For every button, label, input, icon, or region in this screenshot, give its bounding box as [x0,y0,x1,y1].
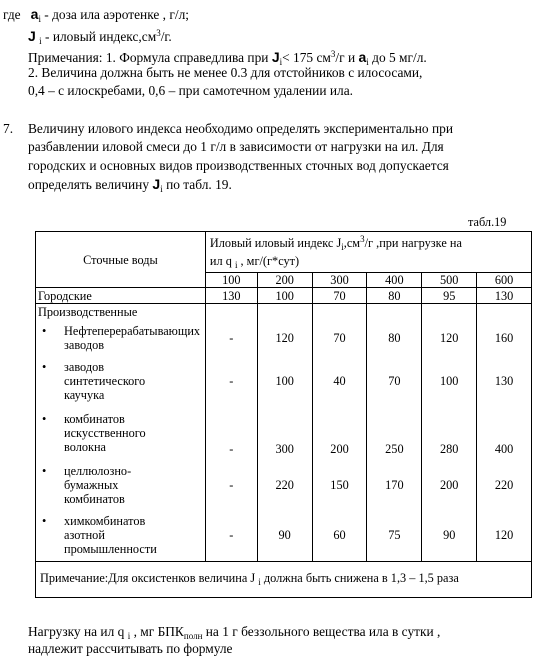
header-sludge-index [205,232,531,273]
symbol-j-sub: i [39,36,42,46]
footer-1c: на 1 г беззольного вещества ила в сутки , [205,624,441,639]
word-where: где [3,7,21,22]
row-label-cell [36,406,206,460]
cell: - [205,510,257,562]
cell: 100 [422,356,477,406]
cell: 130 [477,356,532,406]
section7-symbol-j: J [152,176,161,192]
footer-1a: Нагрузку на ил q [28,624,125,639]
footer-1b: , мг БПК [133,624,184,639]
note-symbol-j-sub: i [279,57,283,67]
row-label: • химкомбинатов азотной промышленности [38,514,184,556]
header-main-e: , мг/(г*сут) [240,254,300,268]
note-1c: /г и [335,50,356,65]
cell: 400 [477,406,532,460]
cell: 70 [312,320,367,356]
cell: 95 [422,288,477,304]
footer-1-sub2: полн [183,631,203,641]
table-row [36,406,532,460]
header-main-c: /г ,при нагрузке на [364,236,462,250]
row-label-cell [36,356,206,406]
section7-line-4b: по табл. 19. [166,177,232,192]
row-label: • комбинатов искусственного волокна [38,412,174,454]
row-label: • целлюлозно-бумажных комбинатов [38,464,174,506]
note-1-sup: 3 [330,49,336,59]
header-main-sub: i [341,242,344,252]
table-note-b: должна быть снижена в 1,3 – 1,5 раза [263,570,459,585]
note-symbol-a: a [358,49,367,65]
definition-j-sup: 3 [156,28,161,38]
cell: 130 [205,288,257,304]
table-19 [35,231,532,598]
row-label-cell [36,460,206,510]
load-header: 400 [367,273,422,288]
note-line-3: 0,4 – с илоскребами, 0,6 – при самотечном удалении ила. [28,83,353,98]
header-main-d: ил q [209,254,232,268]
load-header: 200 [257,273,312,288]
definition-j-end: /г. [160,29,172,44]
cell: 70 [367,356,422,406]
cell: 70 [312,288,367,304]
table-row-industrial-header [36,304,532,320]
definition-a-line [3,6,189,27]
symbol-a: a [30,6,39,22]
cell: 160 [477,320,532,356]
cell: 220 [257,460,312,510]
load-header: 300 [312,273,367,288]
cell: 100 [257,356,312,406]
table-caption: табл.19 [468,215,507,229]
cell: 220 [477,460,532,510]
section-number: 7. [3,121,14,136]
table-row-city [36,288,532,304]
header-main-sup: 3 [360,234,365,244]
cell: - [205,320,257,356]
section7-line-3: городских и основных видов производственных сточных вод допускается [28,158,449,173]
cell: 90 [422,510,477,562]
symbol-a-sub: i [38,14,41,24]
load-header: 500 [422,273,477,288]
row-label-cell [36,510,206,562]
load-header: 100 [205,273,257,288]
row-label: • Нефтеперерабатывающих заводов [38,324,184,352]
cell: 60 [312,510,367,562]
load-header: 600 [477,273,532,288]
cell: 250 [367,406,422,460]
definition-a-text: - доза ила аэротенке , г/л; [40,7,189,22]
cell: 120 [477,510,532,562]
header-wastewater: Сточные воды [36,232,206,288]
cell: 75 [367,510,422,562]
cell: 120 [422,320,477,356]
note-line-2: 2. Величина должна быть не менее 0.3 для отстойников с илососами, [28,65,423,80]
header-main-d-sub: i [234,260,238,270]
cell: 80 [367,320,422,356]
cell: - [205,406,257,460]
note-symbol-j: J [271,49,280,65]
table-note-sub: i [258,576,261,587]
row-label: Городские [36,288,206,304]
note-1a: Примечания: 1. Формула справедлива при [28,50,269,65]
footer-line-2: надлежит рассчитывать по формуле [28,641,233,656]
row-label: • заводов синтетического каучука [38,360,174,402]
cell: - [205,356,257,406]
cell: 120 [257,320,312,356]
cell: 170 [367,460,422,510]
cell: 150 [312,460,367,510]
footer-1-sub: i [127,631,131,641]
cell: 200 [312,406,367,460]
cell: - [205,460,257,510]
header-main-a: Иловый иловый индекс J [209,236,342,250]
symbol-j: J [28,28,36,44]
section7-line-1: Величину илового индекса необходимо определять экспериментально при [28,121,454,136]
table-row [36,460,532,510]
note-symbol-a-sub: i [366,57,369,67]
cell: 280 [422,406,477,460]
cell: 80 [367,288,422,304]
cell: 300 [257,406,312,460]
row-label: Производственные [36,304,206,320]
section7-line-4a: определять величину [28,177,150,192]
header-main-b: ,см [343,236,361,250]
table-row [36,320,532,356]
section7-line-4 [28,176,232,197]
table-row [36,356,532,406]
cell: 90 [257,510,312,562]
table-note-a: Примечание:Для оксистенков величина J [40,570,256,585]
note-1d: до 5 мг/л. [372,50,427,65]
section7-line-2: разбавлении иловой смеси до 1 г/л в зависимости от нагрузки на ил. Для [28,139,444,154]
section7-symbol-j-sub: i [160,184,163,194]
cell: 200 [422,460,477,510]
table-note [36,562,532,598]
note-1b: < 175 см [282,50,331,65]
row-label-cell [36,320,206,356]
cell: 40 [312,356,367,406]
table-row [36,510,532,562]
definition-j-text: - иловый индекс,см [41,29,157,44]
cell: 130 [477,288,532,304]
cell: 100 [257,288,312,304]
table-note-row [36,562,532,598]
